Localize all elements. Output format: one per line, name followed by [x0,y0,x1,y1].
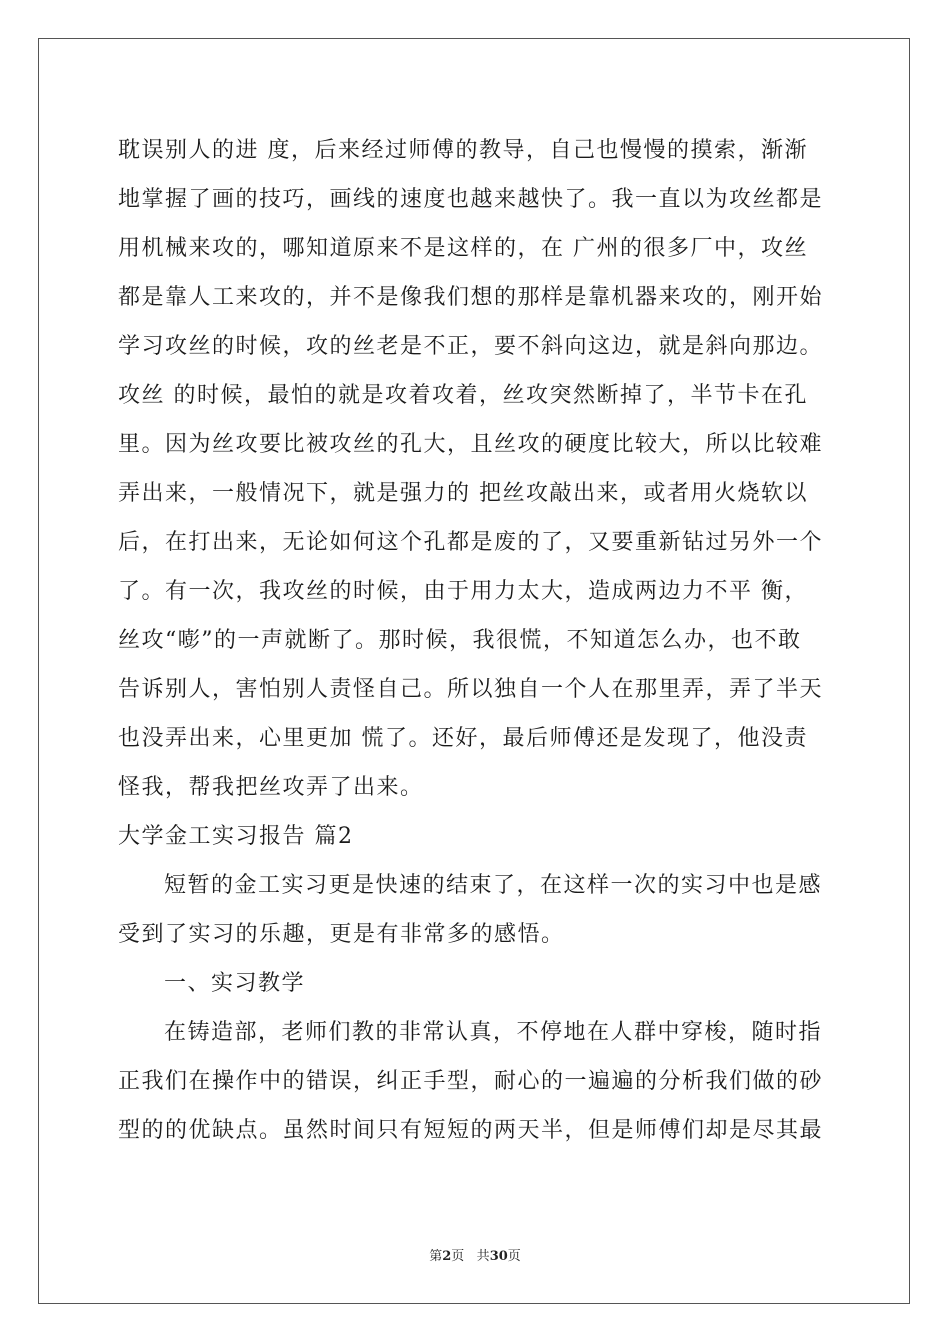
body-line: 用机械来攻的，哪知道原来不是这样的，在 广州的很多厂中，攻丝 [118,236,808,261]
body-line: 受到了实习的乐趣，更是有非常多的感悟。 [118,922,565,947]
body-line: 地掌握了画的技巧，画线的速度也越来越快了。我一直以为攻丝都是 [118,187,824,212]
subsection-heading: 一、实习教学 [164,971,306,996]
page-prefix: 第 [429,1249,443,1264]
body-line: 了。有一次，我攻丝的时候，由于用力太大，造成两边力不平 衡， [118,579,808,604]
page-suffix: 页 [451,1249,465,1264]
body-line: 怪我，帮我把丝攻弄了出来。 [118,775,424,800]
body-line: 短暂的金工实习更是快速的结束了，在这样一次的实习中也是感 [164,873,823,898]
section-heading: 大学金工实习报告 篇2 [118,824,354,849]
body-line: 都是靠人工来攻的，并不是像我们想的那样是靠机器来攻的，刚开始 [118,285,824,310]
body-line: 后，在打出来，无论如何这个孔都是废的了，又要重新钻过另外一个 [118,530,824,555]
body-line: 学习攻丝的时候，攻的丝老是不正，要不斜向这边，就是斜向那边。 [118,334,824,359]
total-suffix: 页 [507,1249,521,1264]
total-pages: 30 [489,1249,508,1264]
body-line: 丝攻“嘭”的一声就断了。那时候，我很慌，不知道怎么办，也不敢 [118,628,802,653]
body-line: 耽误别人的进 度，后来经过师傅的教导，自己也慢慢的摸索，渐渐 [118,138,808,163]
document-body [118,126,832,1155]
body-line: 弄出来，一般情况下，就是强力的 把丝攻敲出来，或者用火烧软以 [118,481,808,506]
body-line: 里。因为丝攻要比被攻丝的孔大，且丝攻的硬度比较大，所以比较难 [118,432,824,457]
body-line: 也没弄出来，心里更加 慌了。还好，最后师傅还是发现了，他没责 [118,726,808,751]
total-prefix: 共 [476,1249,490,1264]
body-line: 在铸造部，老师们教的非常认真，不停地在人群中穿梭，随时指 [164,1020,823,1045]
page-number: 2 [442,1249,452,1264]
body-line: 型的的优缺点。虽然时间只有短短的两天半，但是师傅们却是尽其最 [118,1118,824,1143]
body-line: 正我们在操作中的错误，纠正手型，耐心的一遍遍的分析我们做的砂 [118,1069,824,1094]
body-line: 攻丝 的时候，最怕的就是攻着攻着，丝攻突然断掉了，半节卡在孔 [118,383,808,408]
body-line: 告诉别人，害怕别人责怪自己。所以独自一个人在那里弄，弄了半天 [118,677,824,702]
page-footer [0,1245,950,1264]
